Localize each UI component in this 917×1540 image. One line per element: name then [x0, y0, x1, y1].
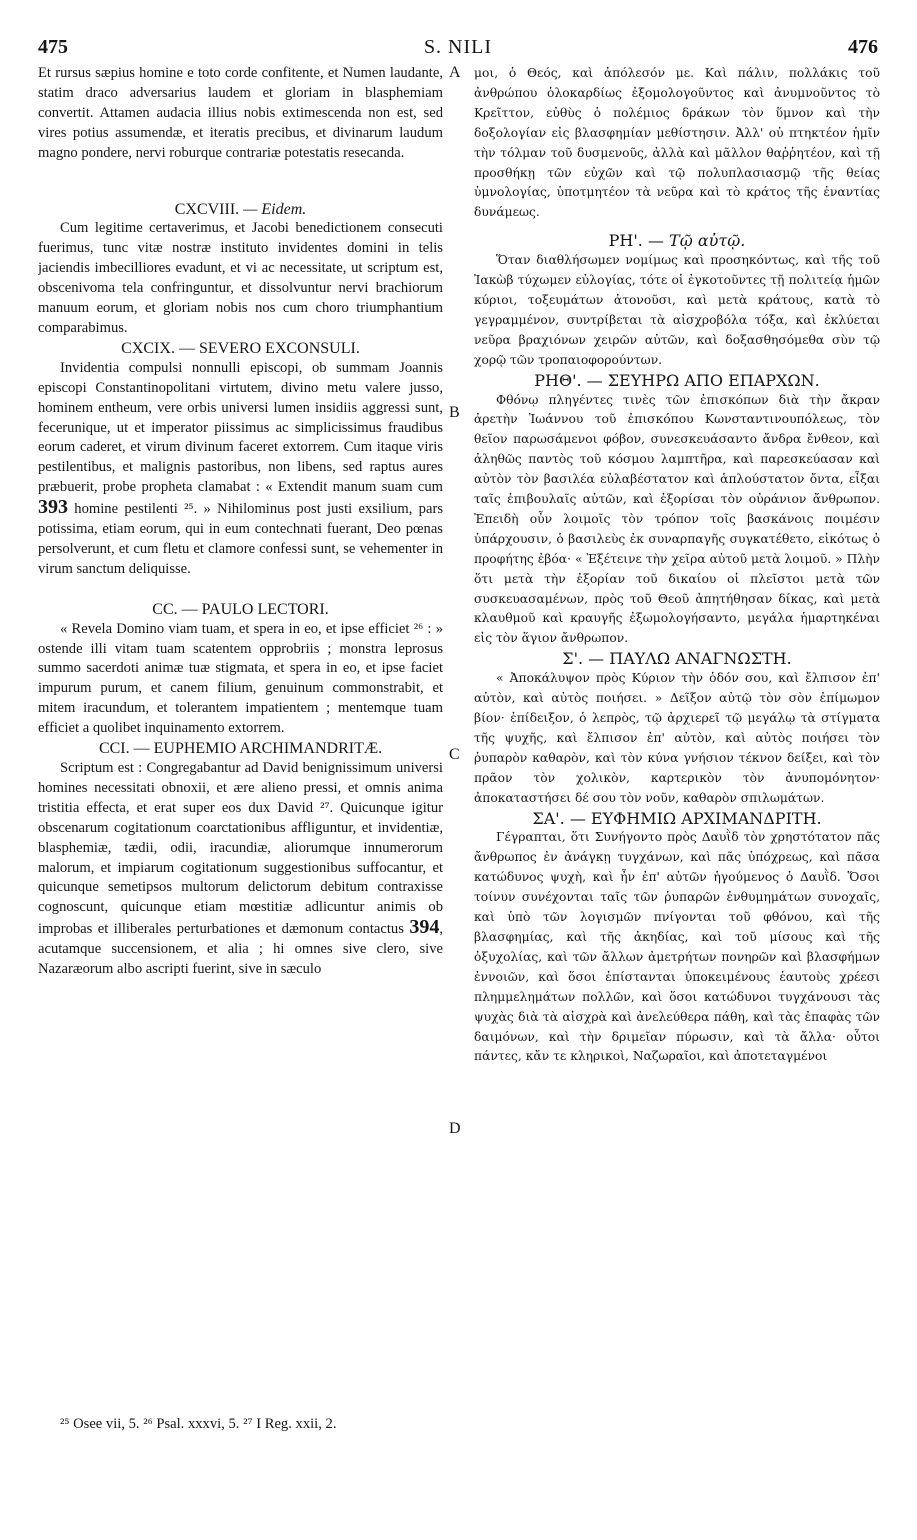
- latin-section-200-text: « Revela Domino viam tuam, et spera in eo, et ipse efficiet ²⁶ : » ostende illi vitam tuam scatentem opprobriis ; monstra leprosus summo sacerdoti animæ tuæ stigmata, et spera in eo, et ipse faciet impurum purum, et canem filium, genuinum commonstrabit, et mitem iracundum, et tolerantem impatientem ; mentemque tuam efficiet a quolibet inquinamento extorrem.: [38, 620, 443, 737]
- footnotes: ²⁵ Osee vii, 5. ²⁶ Psal. xxxvi, 5. ²⁷ I Reg. xxii, 2.: [60, 1416, 337, 1432]
- greek-section-200-text: « Ἀποκάλυψον πρὸς Κύριον τὴν ὁδόν σου, καὶ ἔλπισον ἐπ' αὐτὸν, καὶ αὐτὸς ποιήσει. » Δεῖξον αὐτῷ τὸν σὸν ἐπίμωμον βίον· ἐπίδειξον, ὁ λεπρὸς, τῷ ἀρχιερεῖ τῷ μεγάλῳ τὰ στίγματα τῆς ψυχῆς, καὶ ἔλπισον ἐπ' αὐτὸν, καὶ αὐτὸς ποιήσει τὸν ῥυπαρὸν καθαρὸν, καὶ τὸν κύνα γνήσιον τέκνον δείξει, καὶ τὸν πρᾶον τὸν χολικὸν, καρτερικὸν τὸν ἀνυπομόνητον· ἀποκαταστήσει δέ σου τὸν νοῦν, καθαρὸν σπιλωμάτων.: [474, 671, 880, 805]
- greek-section-201-title: ΣΑ'. — ΕΥΦΗΜΙΩ ΑΡΧΙΜΑΝΔΡΙΤΗ.: [532, 808, 822, 828]
- latin-section-198-name: — Eidem.: [243, 200, 307, 218]
- latin-intro: Et rursus sæpius homine e toto corde confitente, et Numen laudante, statim draco adversarius laudem et gloriam in blasphemiam convertit. Attamen audacia illius nobis extimescenda non est, sed vires potius assumendæ, et iteratis precibus, et divinarum laudum magno pondere, nervi roburque contrariæ potestatis resecanda.: [38, 65, 443, 161]
- greek-section-200-title: Σ'. — ΠΑΥΛΩ ΑΝΑΓΝΩΣΤΗ.: [562, 649, 792, 669]
- column-number-393: 393: [38, 496, 68, 519]
- running-title: S. NILI: [423, 36, 493, 58]
- latin-section-199-text-b: homine pestilenti ²⁵. » Nihilominus post justi exsilium, pars potissima, etiam eorum, qui in eum contechnati fuerant, Deo pœnas persolverunt, et cum fletu et clamore confessi sunt, se vehementer in virum sanctum deliquisse.: [38, 501, 443, 577]
- greek-section-198-number: ΡΗ'. —: [608, 231, 664, 251]
- greek-section-198-name: Τῷ αὐτῷ.: [669, 231, 746, 251]
- greek-section-201-text: Γέγραπται, ὅτι Συνήγοντο πρὸς Δαυῒδ τὸν χρηστότατον πᾶς ἄνθρωπος ἐν ἀνάγκῃ τυγχάνων, καὶ πᾶς ὑπόχρεως, καὶ πᾶσα κατώδυνος ψυχὴ, καὶ ἦν ἐπ' αὐτῶν ἡγούμενος ὁ Δαυῒδ. Ὅσοι τοίνυν συνέχονται ταῖς τῶν ῥυπαρῶν ἐνθυμημάτων συνοχαῖς, καὶ ὑπὸ τῶν λογισμῶν πνίγονται τοῦ φθόνου, καὶ τῆς βλασφημίας, καὶ τῆς ἀκηδίας, καὶ τοῦ μίσους καὶ τῆς ὀξυχολίας, καὶ τῶν ἄλλων ἀμετρήτων πονηρῶν καὶ βλασφήμων ἐννοιῶν, καὶ ὅσοι ἐπίστανται ὑποκειμένους ἑαυτοὺς χρέεσι πλημμελημάτων πολλῶν, καὶ ὅσοι κατώδυνοι τυγχάνουσι τὰς ψυχὰς διὰ τὰ αἰσχρὰ καὶ ἀνελεύθερα πάθη, καὶ τὰς ἐπαφὰς τῶν δαιμόνων, καὶ τὴν δριμεῖαν πύρωσιν, καὶ τὰ ἄλλα· οὗτοι πάντες, κἄν τε κληρικοὶ, Ναζωραῖοι, καὶ ἀποτεταγμένοι: [474, 830, 880, 1064]
- latin-section-198-title: [38, 200, 443, 220]
- latin-section-198-text: Cum legitime certaverimus, et Jacobi benedictionem consecuti fuerimus, tunc vitæ nostræ instituto invidentes domini in telis jaciendis imbecilliores evadunt, et vi ac necessitate, ut scriptum est, obscenivoma tela confringuntur, et dissolvuntur nervi brachiorum manuum eorum, et gloriam nobis nos cum choro triumphantium comparabimus.: [38, 220, 443, 336]
- latin-column: [38, 64, 443, 1409]
- greek-section-198-text: Ὅταν διαθλήσωμεν νομίμως καὶ προσηκόντως, καὶ τῆς τοῦ Ἰακὼβ τύχωμεν εὐλογίας, τότε οἱ ἐγκοτοῦντες τῇ πολιτείᾳ ἡμῶν κύριοι, τοξευμάτων ἀτονοῦσι, καὶ μετὰ κράτους, κατὰ τὸ γεγραμμένον, συντρίβεται τὰ αἰσχροβόλα τόξα, καὶ ἐκλύεται νεῦρα βραχιόνων χειρῶν αὐτῶν, καὶ δοξασθησόμεθα σὺν τῷ χορῷ τῶν τροπαιοφορούντων.: [474, 253, 880, 367]
- greek-column: [474, 64, 880, 1409]
- margin-marker-d: D: [449, 1120, 461, 1137]
- margin-marker-c: C: [449, 746, 460, 763]
- page-number-right: 476: [848, 36, 878, 58]
- greek-section-199-title: ΡΗΘ'. — ΣΕΥΗΡΩ ΑΠΟ ΕΠΑΡΧΩΝ.: [534, 370, 820, 390]
- greek-section-198-title: [474, 231, 880, 251]
- latin-section-199-title: CXCIX. — SEVERO EXCONSULI.: [121, 339, 360, 357]
- margin-marker-a: A: [449, 64, 461, 81]
- latin-section-201-text-b: , acutamque succensionem, et alia ; hi omnes sive clero, sive Nazaræorum albo ascripti fuerint, sive in sæculo: [38, 921, 443, 978]
- margin-marker-b: B: [449, 404, 460, 421]
- latin-section-198-number: CXCVIII.: [174, 200, 240, 218]
- column-number-394: 394: [409, 916, 440, 939]
- latin-section-199-text-a: Invidentia compulsi nonnulli episcopi, ob summam Joannis episcopi Constantinopolitani virtutem, divino metu valere jusso, hominem entheum, vere orbis universi lumen insidiis aggressi sunt, fecerunique, ut et imperator piissimus ac simplicissimus fraudibus eorum caderet, et virum divinum faceret extorrem. Cum itaque viris pestilentibus, et malignis pastoribus, non libens, sed raptus aures præbuerit, probe propheta clamabat : « Extendit manum suam cum: [38, 359, 443, 496]
- latin-section-200-title: CC. — PAULO LECTORI.: [152, 600, 329, 618]
- page-number-left: 475: [38, 36, 68, 58]
- latin-section-201-title: CCI. — EUPHEMIO ARCHIMANDRITÆ.: [98, 740, 383, 758]
- latin-section-201-text-a: Scriptum est : Congregabantur ad David benignissimum universi homines necessitati obnoxii, et ære alieno pressi, et omnis anima tristitia effecta, et erat super eos dux David ²⁷. Quicunque igitur obscenarum cogitationum coarctationibus affliguntur, et invidentiæ, blasphemiæ, tædii, odii, iracundiæ, aliorumque innumerorum malorum, et impiarum cogitationum suggestionibus suffocantur, et quicunque semetipsos multorum delictorum debitum contraxisse cognoscunt, quicunque etiam mœstitiæ adlicuntur animis ob improbas et illiberales perturbationes et dæmonum contactus: [38, 760, 443, 938]
- latin-section-199-text: [38, 359, 443, 580]
- greek-section-199-text: Φθόνῳ πληγέντες τινὲς τῶν ἐπισκόπων διὰ τὴν ἄκραν ἀρετὴν Ἰωάννου τοῦ ἐπισκόπου Κωνσταντινουπόλεως, τὸν θεῖον παρωσάμενοι φόβον, συνεσκευάσαντο ἄνδρα ἔνθεον, καὶ ἀληθῶς παντὸς τοῦ κόσμου λαμπτῆρα, καὶ παρεσκεύασαν καὶ αὐτὸν τὸν βασιλέα εὐλαβέστατον καὶ ἁπλούστατον ὄντα, εἶξαι ταῖς ἐπιβουλαῖς αὐτῶν, καὶ ἐξορίσαι τὸν οὐράνιον ἄνθρωπον. Ἐπειδὴ οὖν λοιμοῖς τὸν τρόπον τοῖς βασκάνοις ποιμέσιν ὑπάρχουσιν, ὁ βασιλεὺς ἐκ συναρπαγῆς συγκατέθετο, εἰκότως ὁ προφήτης ἐβόα· « Ἐξέτεινε τὴν χεῖρα αὐτοῦ μετὰ λοιμοῦ. » Πλὴν ὅτι μετὰ τὴν ἐξορίαν τοῦ δικαίου οἱ πλεῖστοι μετὰ τῶν συσκευασαμένων, πρὸς τοῦ Θεοῦ ἀπητήθησαν δίκας, καὶ μετὰ κλαυθμοῦ καὶ κραυγῆς ἐξωμολογήσαντο, μεγάλα ἡμαρτηκέναι εἰς τὸν ἅγιον ἄνθρωπον.: [474, 392, 880, 646]
- page-header: [38, 36, 878, 62]
- greek-intro: μοι, ὁ Θεός, καὶ ἀπόλεσόν με. Καὶ πάλιν, πολλάκις τοῦ ἀνθρώπου ὁλοκαρδίως ἐξομολογοῦντος καὶ ἀνυμνοῦντος τὸ Κρεῖττον, εὐθὺς ὁ πολέμιος δράκων τὸν ὕμνον καὶ τὴν δοξολογίαν εἰς βλασφημίαν μεθίστησιν. Ἀλλ' οὐ πτηκτέον ἡμῖν τὴν τόλμαν τοῦ δυσμενοῦς, ἀλλὰ καὶ μᾶλλον θαῤῥητέον, καὶ τῇ προσθήκῃ τῶν εὐχῶν καὶ τῷ πολυπλασιασμῷ τῆς θείας ὑμνολογίας, ὑποτμητέον τὰ νεῦρα καὶ τὸ κράτος τῆς ἐναντίας δυνάμεως.: [474, 66, 880, 220]
- latin-section-201-text: [38, 759, 443, 980]
